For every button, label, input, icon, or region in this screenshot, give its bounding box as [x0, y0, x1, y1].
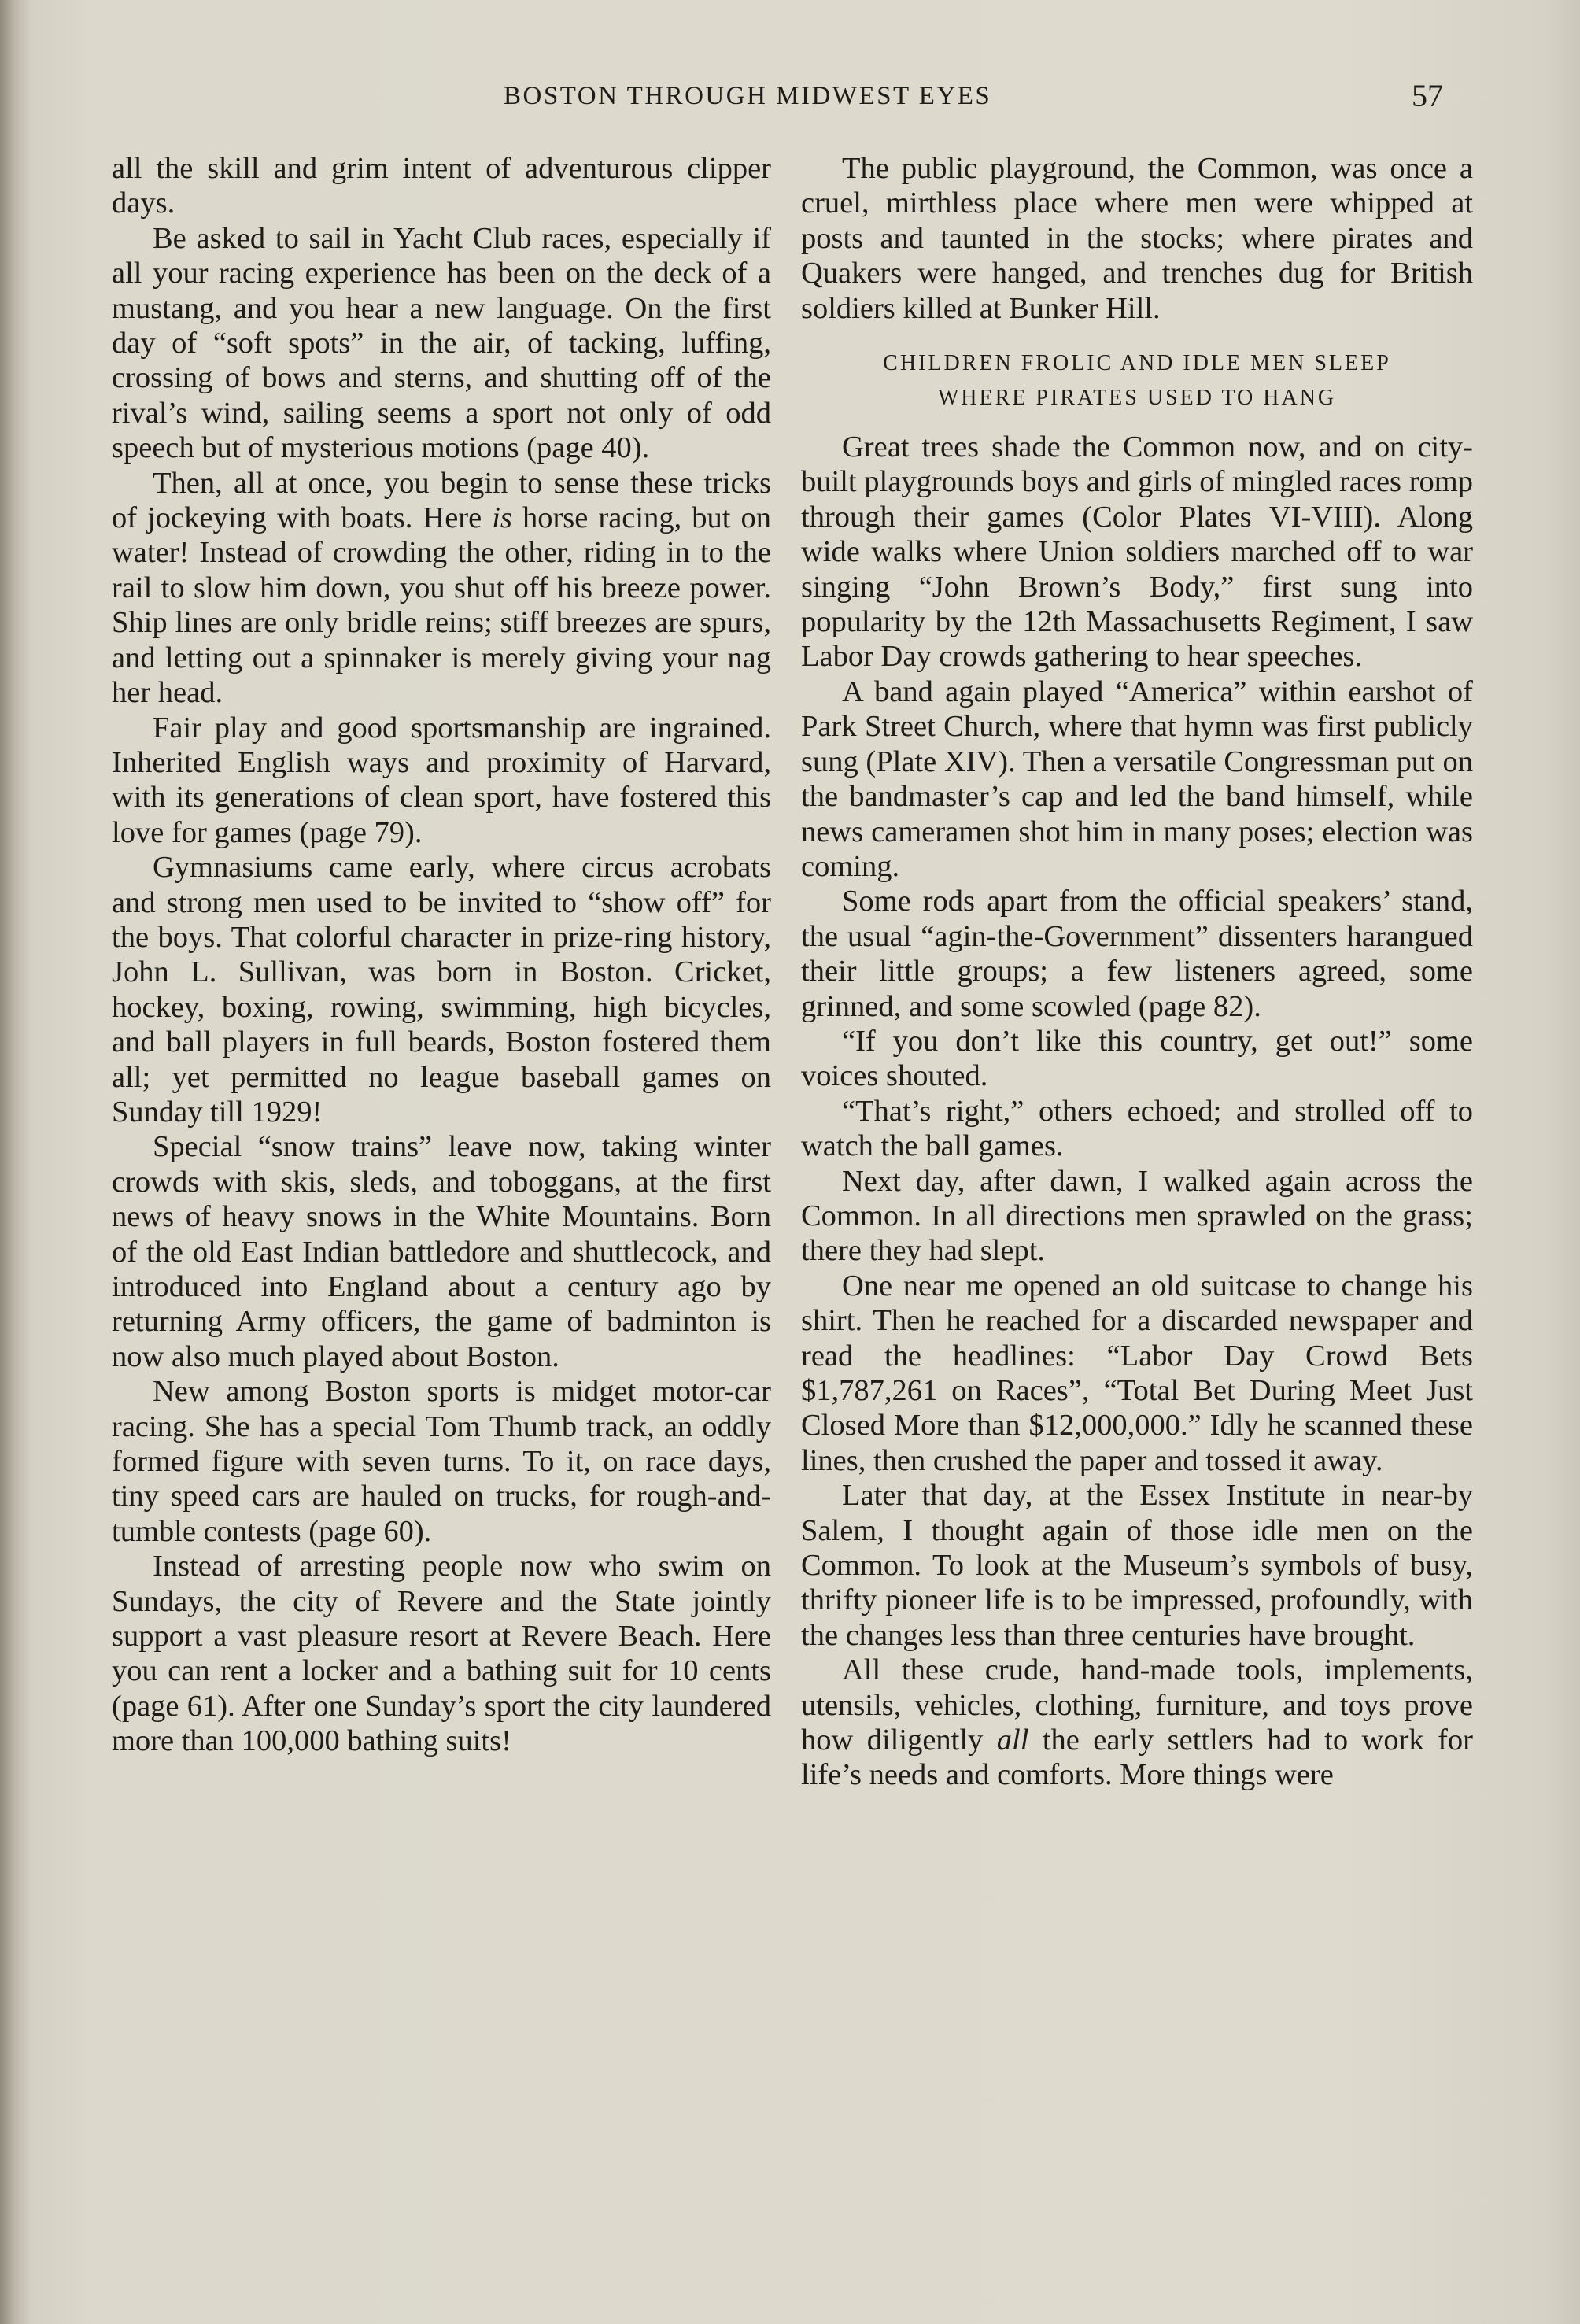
subheading-line: CHILDREN FROLIC AND IDLE MEN SLEEP — [883, 351, 1391, 376]
paragraph: “If you don’t like this country, get out!” some voices shouted. — [801, 1024, 1473, 1093]
running-title: BOSTON THROUGH MIDWEST EYES — [504, 82, 992, 110]
section-subheading — [801, 346, 1473, 416]
paragraph: Special “snow trains” leave now, taking winter crowds with skis, sleds, and toboggans, at the first news of heavy snows in the White Mountains. Born of the old East Indian battledore and shuttlecock, and introduced into England about a century ago by returning Army officers, the game of badminton is now also much played about Boston. — [112, 1130, 771, 1373]
paragraph: New among Boston sports is midget motor-car racing. She has a special Tom Thumb track, an oddly formed figure with seven turns. To it, on race days, tiny speed cars are hauled on trucks, for rough-and-tumble contests (page 60). — [112, 1375, 771, 1548]
paragraph-text: horse racing, but on water! Instead of crowding the other, riding in to the rail to slow him down, you shut off his breeze power. Ship lines are only bridle reins; stiff breezes are spurs, and letting out a spinnaker is merely giving your nag her head. — [112, 501, 771, 710]
paragraph: all the skill and grim intent of adventurous clipper days. — [112, 152, 771, 220]
italic-emphasis: all — [996, 1724, 1029, 1757]
paragraph: Next day, after dawn, I walked again across the Common. In all directions men sprawled on the grass; there they had slept. — [801, 1164, 1473, 1268]
paragraph — [112, 466, 771, 711]
paragraph: Great trees shade the Common now, and on city-built playgrounds boys and girls of mingled races romp through their games (Color Plates VI-VIII). Along wide walks where Union soldiers marched off to war singing “John Brown’s Body,” first sung into popularity by the 12th Massachusetts Regiment, I saw Labor Day crowds gathering to hear speeches. — [801, 430, 1473, 674]
paragraph: Some rods apart from the official speakers’ stand, the usual “agin-the-Government” dissenters harangued their little groups; a few listeners agreed, some grinned, and some scowled (page 82). — [801, 885, 1473, 1023]
paragraph: Be asked to sail in Yacht Club races, especially if all your racing experience has been on the deck of a mustang, and you hear a new language. On the first day of “soft spots” in the air, of tacking, luffing, crossing of bows and sterns, and shutting off of the rival’s wind, sailing seems a sport not only of odd speech but of mysterious motions (page 40). — [112, 221, 771, 465]
page-number: 57 — [1412, 78, 1443, 113]
paragraph: Gymnasiums came early, where circus acrobats and strong men used to be invited to “show off” for the boys. That colorful character in prize-ring history, John L. Sullivan, was born in Boston. Cricket, hockey, boxing, rowing, swimming, high bicycles, and ball players in full beards, Boston fostered them all; yet permitted no league baseball games on Sunday till 1929! — [112, 851, 771, 1129]
paragraph: Fair play and good sportsmanship are ingrained. Inherited English ways and proximity of Harvard, with its generations of clean sport, have fostered this love for games (page 79). — [112, 711, 771, 849]
paragraph: “That’s right,” others echoed; and strolled off to watch the ball games. — [801, 1094, 1473, 1163]
left-column — [112, 151, 771, 1759]
subheading-line: WHERE PIRATES USED TO HANG — [937, 386, 1337, 411]
paragraph-text: the early settlers had to work for life’s needs and comforts. More things were — [801, 1724, 1474, 1792]
paragraph-text: All these crude, hand-made tools, implements, utensils, vehicles, clothing, furniture, and toys prove how diligently — [801, 1653, 1473, 1757]
paragraph: The public playground, the Common, was once a cruel, mirthless place where men were whipped at posts and taunted in the stocks; where pirates and Quakers were hanged, and trenches dug for British soldiers killed at Bunker Hill. — [801, 152, 1473, 325]
paragraph: Later that day, at the Essex Institute in near-by Salem, I thought again of those idle men on the Common. To look at the Museum’s symbols of busy, thrifty pioneer life is to be impressed, profoundly, with the changes less than three centuries have brought. — [801, 1479, 1473, 1652]
paragraph — [801, 1653, 1473, 1793]
paragraph: Instead of arresting people now who swim on Sundays, the city of Revere and the State jointly support a vast pleasure resort at Revere Beach. Here you can rent a locker and a bathing suit for 10 cents (page 61). After one Sunday’s sport the city laundered more than 100,000 bathing suits! — [112, 1550, 771, 1758]
paragraph: One near me opened an old suitcase to change his shirt. Then he reached for a discarded newspaper and read the headlines: “Labor Day Crowd Bets $1,787,261 on Races”, “Total Bet During Meet Just Closed More than $12,000,000.” Idly he scanned these lines, then crushed the paper and tossed it away. — [801, 1269, 1473, 1477]
italic-emphasis: is — [492, 501, 512, 535]
right-column — [801, 151, 1473, 1793]
paragraph: A band again played “America” within earshot of Park Street Church, where that hymn was first publicly sung (Plate XIV). Then a versatile Congressman put on the bandmaster’s cap and led the band himself, while news cameramen shot him in many poses; election was coming. — [801, 674, 1473, 883]
page-header — [0, 77, 1580, 124]
paragraph-text: Then, all at once, you begin to sense these tricks of jockeying with boats. Here — [112, 466, 771, 535]
